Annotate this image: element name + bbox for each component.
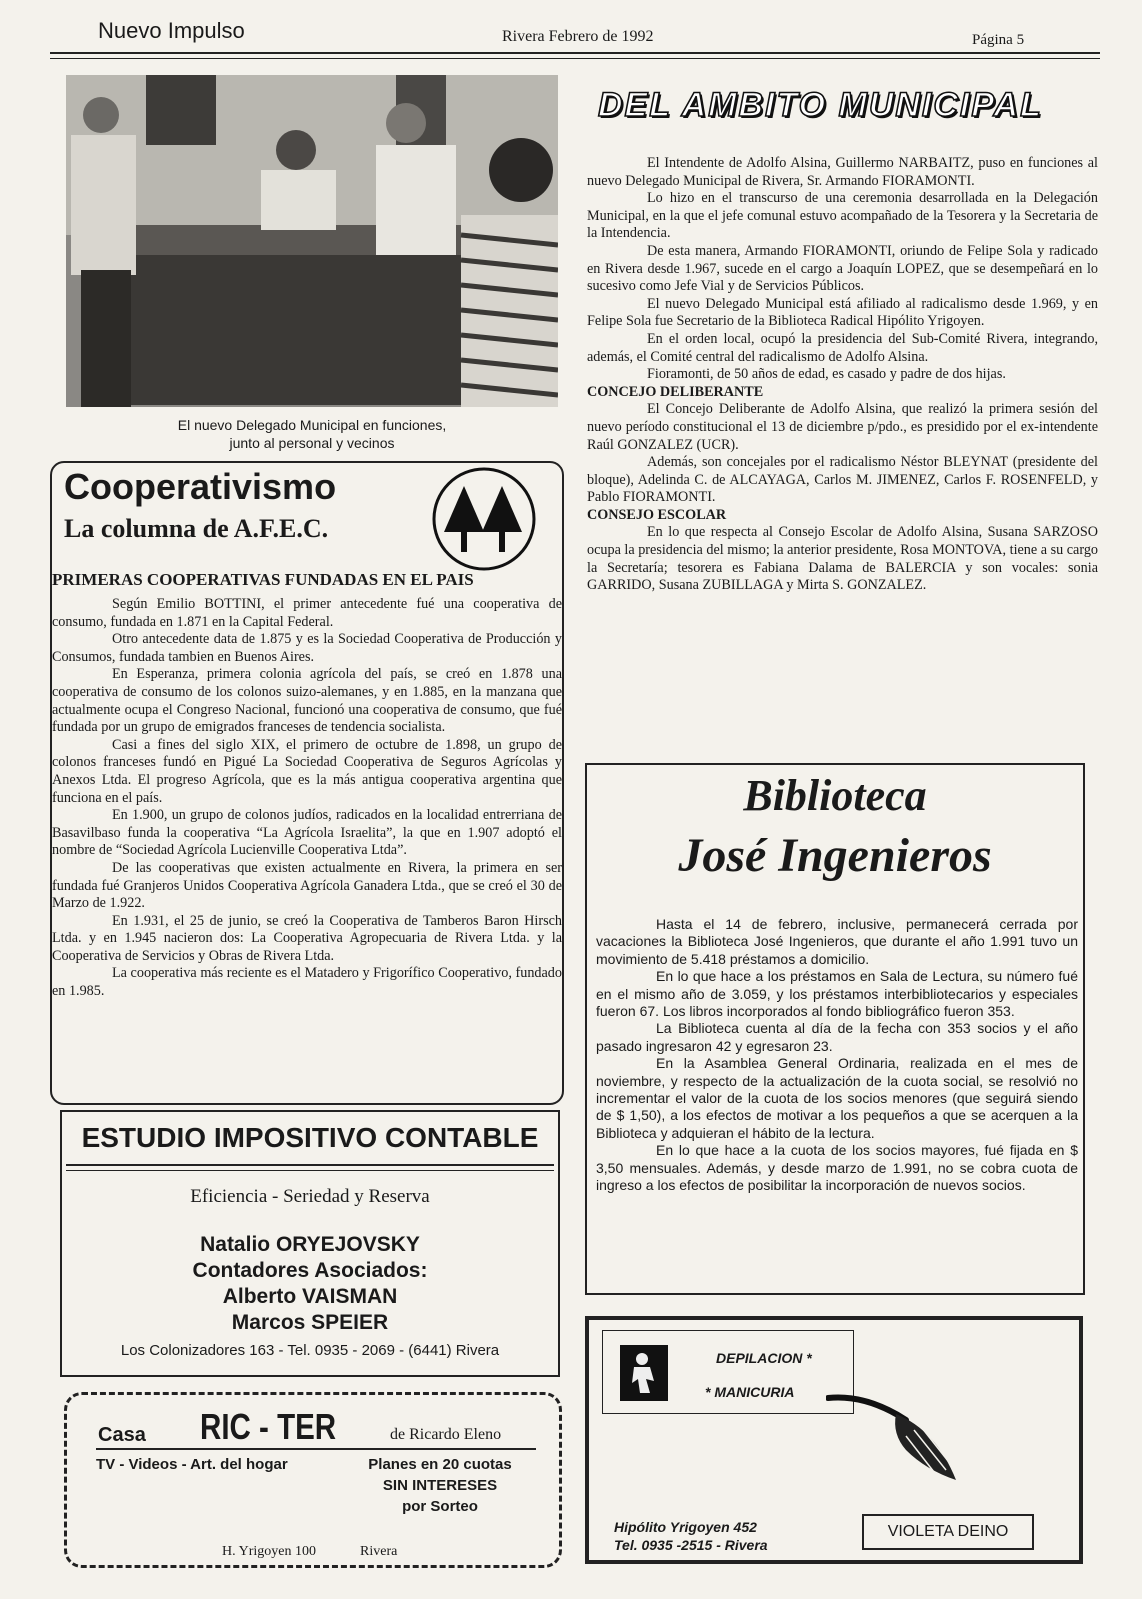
coop-heading: PRIMERAS COOPERATIVAS FUNDADAS EN EL PAIS [52, 570, 474, 589]
publication-name: Nuevo Impulso [98, 18, 245, 43]
article-paragraph: En el orden local, ocupó la presidencia del Sub-Comité Rivera, integrando, además, el Comité central del radicalismo de Adolfo Alsina. [587, 330, 1098, 365]
ricter-name: RIC - TER [200, 1406, 337, 1447]
article-paragraph: En 1.900, un grupo de colonos judíos, radicados en la localidad entrerriana de Basavilbaso funda la cooperativa “La Agrícola Israelita”, la que en 1.907 adoptó el nombre de “Sociedad Agrícola Lucienville Cooperativa Ltda”. [52, 807, 562, 859]
article-paragraph: Otro antecedente data de 1.875 y es la Sociedad Cooperativa de Producción y Consumos, fundada tambien en Buenos Aires. [52, 631, 562, 665]
article-paragraph: De las cooperativas que existen actualmente en Rivera, la primera en ser fundada fué Granjeros Unidos Cooperativa Agrícola Ganadera Ltda., que se creó el 30 de Marzo de 1.922. [52, 859, 562, 912]
article-paragraph: En lo que respecta al Consejo Escolar de Adolfo Alsina, Susana SARZOSO ocupa la presidencia del mismo; la anterior presidente, Rosa MONTOVA, tiene a su cargo la Secretaría; tesorera es Fabiana Dalama de BALERCIA y son vocales: sonia GARRIDO, Susana ZUBILLAGA y Mirta S. GONZALEZ. [587, 524, 1099, 594]
issue-date: Rivera Febrero de 1992 [502, 28, 654, 45]
article-paragraph: El Concejo Deliberante de Adolfo Alsina, que realizó la primera sesión del nuevo período constitucional el 13 de diciembre p/pdo., es presidido por el ex-intendente Raúl GONZALEZ (UCR). [587, 401, 1098, 453]
caption-line-1: El nuevo Delegado Municipal en funciones, [177, 417, 447, 433]
article-paragraph: Fioramonti, de 50 años de edad, es casado y padre de dos hijas. [647, 366, 1006, 383]
article-paragraph: En lo que hace a la cuota de los socios mayores, fué fijada en $ 3,50 mensuales. Además, y desde marzo de 1.991, no se cobra cuota de ingreso a los efectos de posibilitar la incorporación de nuevos socios. [596, 1142, 1078, 1194]
estudio-address: Los Colonizadores 163 - Tel. 0935 - 2069 - (6441) Rivera [120, 1342, 500, 1359]
ricter-items: TV - Videos - Art. del hogar [96, 1456, 288, 1473]
article-paragraph: En Esperanza, primera colonia agrícola del país, se creó en 1.878 una cooperativa de consumo de los colonos suizo-alemanes, y en 1.885, en la manzana que actualmente ocupa el Congreso Nacional, funcionó una cooperativa de consumo, que fué fundada por un grupo de emigrados franceses de tendencia socialista. [52, 666, 562, 736]
estudio-associates-label: Contadores Asociados: [192, 1259, 428, 1282]
depilacion-name: VIOLETA DEINO [862, 1514, 1034, 1550]
figure-logo-icon [620, 1345, 668, 1401]
biblioteca-title: Biblioteca [743, 771, 927, 820]
depilacion-address: Hipólito Yrigoyen 452 [614, 1519, 757, 1535]
ricter-plan-line: Planes en 20 cuotas [368, 1456, 512, 1473]
article-paragraph: En la Asamblea General Ordinaria, realizada en el mes de noviembre, y respecto de la actualización de la cuota social, se resolvió no incrementar el valor de la cuota de los socios menores (que seguirá siendo de $ 1,50), a los efectos de motivar a los pequeños a que se acerquen a la Biblioteca y adquieran el hábito de la lectura. [596, 1055, 1078, 1141]
depilacion-service: * MANICURIA [705, 1384, 795, 1400]
depilacion-phone: Tel. 0935 -2515 - Rivera [614, 1537, 768, 1553]
article-paragraph: El Intendente de Adolfo Alsina, Guillermo NARBAITZ, puso en funciones al nuevo Delegado Municipal de Rivera, Sr. Armando FIORAMONTI. [587, 155, 1098, 189]
photo-caption [66, 416, 558, 452]
biblioteca-title-name: José Ingenieros [678, 829, 992, 882]
coop-title: Cooperativismo [64, 466, 337, 507]
estudio-name: Marcos SPEIER [231, 1311, 389, 1334]
estudio-rule-thin [66, 1170, 554, 1171]
coop-article [52, 596, 562, 1001]
page-number: Página 5 [972, 32, 1025, 48]
twin-pines-icon [429, 466, 539, 572]
article-paragraph: Además, son concejales por el radicalismo Néstor BLEYNAT (presidente del bloque), Adelinda C. de ALCAYAGA, Carlos M. JIMENEZ, Carlos F. ROSENFELD, y Pablo FIORAMONTI. [587, 454, 1098, 506]
ricter-casa: Casa [98, 1424, 146, 1446]
coop-subtitle: La columna de A.F.E.C. [64, 514, 329, 543]
article-paragraph: El nuevo Delegado Municipal está afiliado al radicalismo desde 1.969, y en Felipe Sola fue Secretario de la Biblioteca Radical Hipólito Yrigoyen. [587, 295, 1098, 330]
article-paragraph: Según Emilio BOTTINI, el primer antecedente fué una cooperativa de consumo, fundada en 1.871 en la Capital Federal. [52, 596, 562, 630]
municipal-article [587, 155, 1098, 595]
ricter-plan [350, 1454, 530, 1517]
brush-icon [826, 1390, 966, 1490]
article-paragraph: Lo hizo en el transcurso de una ceremonia desarrollada en la Delegación Municipal, en la que el jefe comunal estuvo acompañado de la Tesorera y la Secretaria de la Intendencia. [587, 190, 1098, 242]
header-rule [50, 52, 1100, 54]
section-title: DEL AMBITO MUNICIPAL [598, 86, 1043, 124]
estudio-title: ESTUDIO IMPOSITIVO CONTABLE [81, 1122, 539, 1153]
caption-line-2: junto al personal y vecinos [229, 435, 395, 451]
estudio-name: Natalio ORYEJOVSKY [200, 1233, 420, 1256]
ricter-city: Rivera [360, 1544, 398, 1559]
article-paragraph: De esta manera, Armando FIORAMONTI, oriundo de Felipe Sola y radicado en Rivera desde 1.967, sucede en el cargo a Joaquín LOPEZ, que se desempeñará en lo sucesivo como Jefe Vial y de Servicios Públicos. [587, 242, 1098, 295]
article-paragraph: En lo que hace a los préstamos en Sala de Lectura, su número fué en el mismo año de 3.059, y los préstamos interbibliotecarios y especiales fueron 67. Los libros incorporados al fondo bibliográfico fueron 353. [596, 968, 1078, 1020]
subheading-consejo: CONSEJO ESCOLAR [587, 506, 727, 523]
article-paragraph: La Biblioteca cuenta al día de la fecha con 353 socios y el año pasado ingresaron 42 y egresaron 23. [596, 1020, 1078, 1054]
subheading-concejo: CONCEJO DELIBERANTE [587, 383, 764, 400]
depilacion-contact [614, 1518, 768, 1554]
estudio-name: Alberto VAISMAN [222, 1285, 398, 1308]
header-rule-thin [50, 58, 1100, 59]
article-paragraph: La cooperativa más reciente es el Matadero y Frigorífico Cooperativo, fundado en 1.985. [52, 965, 562, 1000]
ricter-rule [96, 1448, 536, 1450]
depilacion-service: DEPILACION * [716, 1350, 812, 1366]
ricter-owner: de Ricardo Eleno [390, 1426, 502, 1443]
article-paragraph: En 1.931, el 25 de junio, se creó la Cooperativa de Tamberos Baron Hirsch Ltda. y en 1.945 nacieron dos: La Cooperativa Agropecuaria de Rivera Ltda. y la Cooperativa de Servicios y Obras de Rivera Ltda. [52, 912, 562, 964]
article-paragraph: Casi a fines del siglo XIX, el primero de octubre de 1.898, un grupo de colonos franceses fundó en Pigué La Sociedad Cooperativa de Seguros Agrícolas y Anexos Ltda. El progreso Agrícola, que es la más antigua cooperativa argentina que funciona en el país. [52, 736, 562, 806]
estudio-names [60, 1232, 560, 1336]
ricter-street: H. Yrigoyen 100 [222, 1544, 316, 1559]
estudio-slogan: Eficiencia - Seriedad y Reserva [190, 1186, 430, 1207]
article-paragraph: Hasta el 14 de febrero, inclusive, permanecerá cerrada por vacaciones la Biblioteca José Ingenieros, que durante el año 1.991 tuvo un movimiento de 5.418 préstamos a domicilio. [596, 916, 1078, 967]
estudio-rule [66, 1164, 554, 1166]
biblioteca-article [596, 916, 1078, 1195]
ricter-plan-line: SIN INTERESES [382, 1477, 498, 1494]
news-photo [66, 75, 558, 407]
ricter-plan-line: por Sorteo [402, 1498, 478, 1515]
